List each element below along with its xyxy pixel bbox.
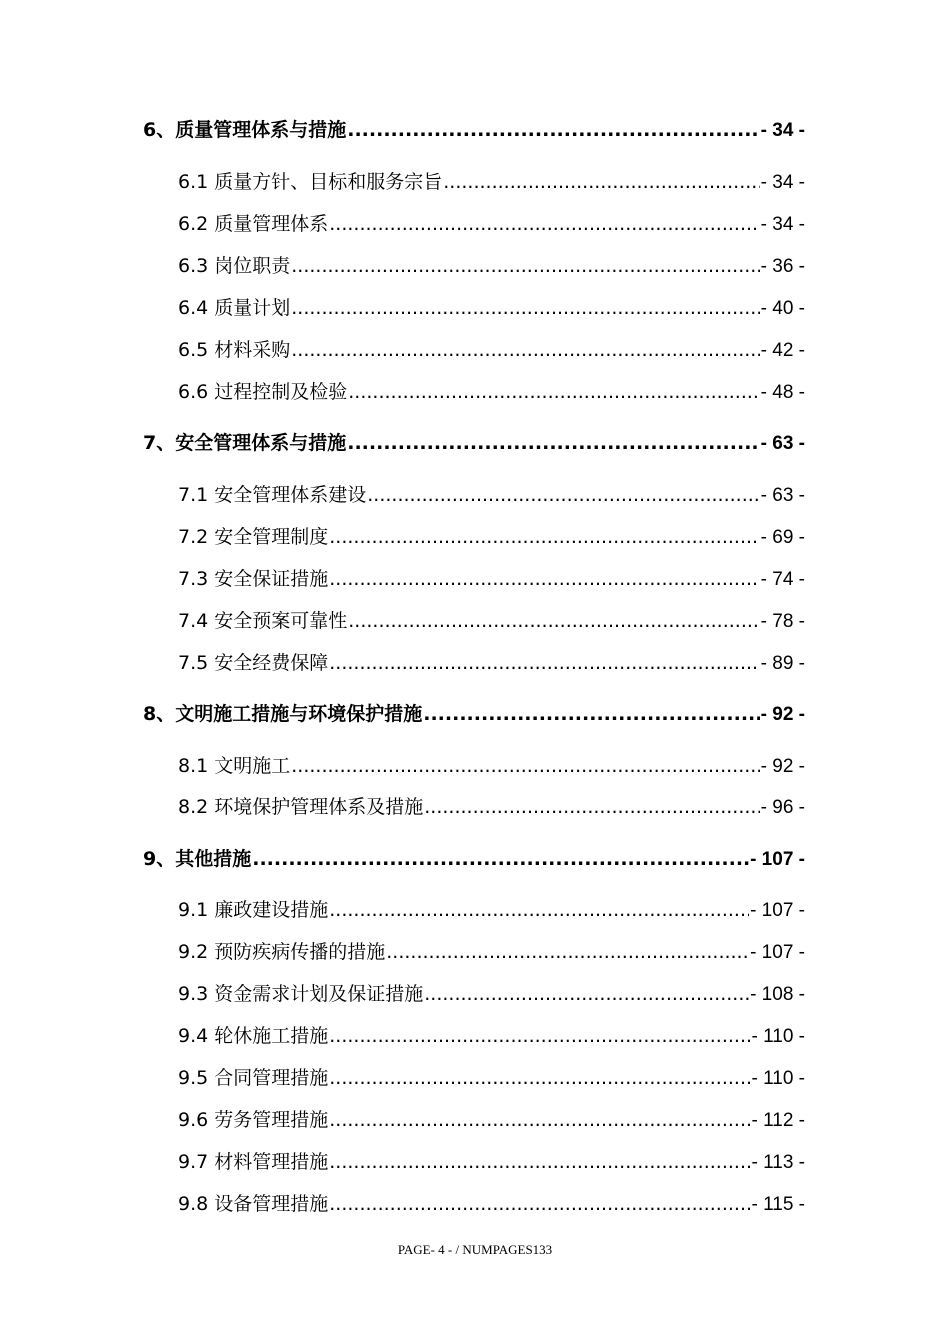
toc-entry-page: - 34 - bbox=[760, 214, 805, 235]
toc-entry-title: 6.5 材料采购 bbox=[178, 339, 291, 361]
toc-entry-9-3[interactable] bbox=[178, 982, 805, 1007]
toc-leader-dots bbox=[291, 338, 759, 362]
toc-entry-title: 9.1 廉政建设措施 bbox=[178, 899, 329, 921]
toc-entry-7-5[interactable] bbox=[178, 651, 805, 676]
toc-entry-page: - 107 - bbox=[750, 849, 805, 870]
toc-entry-title: 9.6 劳务管理措施 bbox=[178, 1109, 329, 1131]
toc-entry-page: - 63 - bbox=[760, 485, 805, 506]
toc-entry-page: - 40 - bbox=[760, 298, 805, 319]
toc-entry-page: - 78 - bbox=[760, 611, 805, 632]
toc-entry-page: - 107 - bbox=[750, 942, 805, 963]
toc-entry-page: - 96 - bbox=[760, 797, 805, 818]
toc-entry-9-2[interactable] bbox=[178, 940, 805, 965]
toc-entry-page: - 110 - bbox=[751, 1068, 805, 1089]
toc-entry-9-6[interactable] bbox=[178, 1108, 805, 1133]
toc-entry-title: 7、安全管理体系与措施 bbox=[143, 432, 347, 454]
toc-entry-title: 6.1 质量方针、目标和服务宗旨 bbox=[178, 171, 443, 193]
toc-entry-page: - 115 - bbox=[751, 1194, 805, 1215]
toc-leader-dots bbox=[329, 525, 759, 549]
toc-entry-title: 7.3 安全保证措施 bbox=[178, 568, 329, 590]
toc-entry-page: - 110 - bbox=[751, 1026, 805, 1047]
toc-leader-dots bbox=[329, 1150, 750, 1174]
toc-entry-page: - 69 - bbox=[760, 527, 805, 548]
toc-entry-page: - 92 - bbox=[760, 704, 805, 725]
toc-entry-title: 6.3 岗位职责 bbox=[178, 255, 291, 277]
toc-entry-page: - 113 - bbox=[751, 1152, 805, 1173]
toc-entry-title: 9.4 轮休施工措施 bbox=[178, 1025, 329, 1047]
toc-entry-page: - 34 - bbox=[760, 120, 805, 141]
toc-entry-title: 8、文明施工措施与环境保护措施 bbox=[143, 703, 423, 725]
toc-leader-dots bbox=[424, 795, 759, 819]
toc-entry-title: 6.4 质量计划 bbox=[178, 297, 291, 319]
toc-entry-page: - 89 - bbox=[760, 653, 805, 674]
toc-leader-dots bbox=[348, 380, 759, 404]
toc-entry-9-4[interactable] bbox=[178, 1024, 805, 1049]
toc-entry-title: 6.6 过程控制及检验 bbox=[178, 381, 348, 403]
toc-entry-7-1[interactable] bbox=[178, 483, 805, 508]
toc-entry-6-4[interactable] bbox=[178, 296, 805, 321]
toc-entry-title: 8.1 文明施工 bbox=[178, 755, 291, 777]
toc-entry-title: 6.2 质量管理体系 bbox=[178, 213, 329, 235]
toc-entry-7-3[interactable] bbox=[178, 567, 805, 592]
toc-leader-dots bbox=[367, 483, 759, 507]
toc-entry-7-4[interactable] bbox=[178, 609, 805, 634]
toc-entry-title: 9.2 预防疾病传播的措施 bbox=[178, 941, 386, 963]
toc-entry-title: 9.5 合同管理措施 bbox=[178, 1067, 329, 1089]
toc-leader-dots bbox=[443, 170, 759, 194]
toc-leader-dots bbox=[423, 702, 759, 726]
toc-entry-6-3[interactable] bbox=[178, 254, 805, 279]
toc-entry-page: - 107 - bbox=[750, 900, 805, 921]
toc-entry-6-6[interactable] bbox=[178, 380, 805, 405]
toc-entry-7[interactable] bbox=[143, 431, 805, 456]
toc-leader-dots bbox=[329, 1024, 750, 1048]
toc-entry-page: - 36 - bbox=[760, 256, 805, 277]
toc-entry-page: - 108 - bbox=[750, 984, 805, 1005]
toc-leader-dots bbox=[329, 898, 749, 922]
toc-leader-dots bbox=[291, 296, 759, 320]
toc-entry-6-1[interactable] bbox=[178, 170, 805, 195]
toc-entry-9-8[interactable] bbox=[178, 1192, 805, 1217]
toc-entry-6[interactable] bbox=[143, 118, 805, 143]
page-footer: PAGE- 4 - / NUMPAGES133 bbox=[397, 1242, 553, 1257]
toc-entry-title: 9、其他措施 bbox=[143, 848, 252, 870]
toc-leader-dots bbox=[291, 254, 759, 278]
toc-entry-title: 7.4 安全预案可靠性 bbox=[178, 610, 348, 632]
toc-entry-title: 6、质量管理体系与措施 bbox=[143, 119, 347, 141]
toc-entry-8[interactable] bbox=[143, 702, 805, 727]
toc-entry-title: 9.8 设备管理措施 bbox=[178, 1193, 329, 1215]
toc-leader-dots bbox=[329, 1192, 750, 1216]
toc-leader-dots bbox=[329, 1066, 750, 1090]
toc-leader-dots bbox=[386, 940, 749, 964]
toc-entry-8-1[interactable] bbox=[178, 754, 805, 779]
toc-entry-9-1[interactable] bbox=[178, 898, 805, 923]
toc-leader-dots bbox=[252, 847, 749, 871]
toc-entry-title: 7.1 安全管理体系建设 bbox=[178, 484, 367, 506]
toc-entry-6-5[interactable] bbox=[178, 338, 805, 363]
toc-entry-9-5[interactable] bbox=[178, 1066, 805, 1091]
toc-entry-title: 8.2 环境保护管理体系及措施 bbox=[178, 796, 424, 818]
toc-entry-6-2[interactable] bbox=[178, 212, 805, 237]
toc-entry-page: - 74 - bbox=[760, 569, 805, 590]
toc-entry-page: - 92 - bbox=[760, 756, 805, 777]
toc-leader-dots bbox=[329, 212, 759, 236]
toc-entry-page: - 48 - bbox=[760, 382, 805, 403]
toc-entry-page: - 63 - bbox=[760, 433, 805, 454]
toc-leader-dots bbox=[348, 609, 759, 633]
toc-leader-dots bbox=[329, 567, 759, 591]
toc-entry-page: - 42 - bbox=[760, 340, 805, 361]
toc-entry-title: 7.2 安全管理制度 bbox=[178, 526, 329, 548]
toc-leader-dots bbox=[329, 1108, 750, 1132]
toc-leader-dots bbox=[424, 982, 749, 1006]
toc-entry-9[interactable] bbox=[143, 847, 805, 872]
toc-entry-title: 9.7 材料管理措施 bbox=[178, 1151, 329, 1173]
toc-leader-dots bbox=[347, 431, 759, 455]
toc-leader-dots bbox=[329, 651, 759, 675]
toc-entry-8-2[interactable] bbox=[178, 795, 805, 820]
toc-entry-title: 7.5 安全经费保障 bbox=[178, 652, 329, 674]
toc-entry-9-7[interactable] bbox=[178, 1150, 805, 1175]
toc-leader-dots bbox=[347, 118, 759, 142]
toc-leader-dots bbox=[291, 754, 759, 778]
toc-entry-7-2[interactable] bbox=[178, 525, 805, 550]
toc-entry-page: - 112 - bbox=[751, 1110, 805, 1131]
toc-entry-page: - 34 - bbox=[760, 172, 805, 193]
toc-entry-title: 9.3 资金需求计划及保证措施 bbox=[178, 983, 424, 1005]
